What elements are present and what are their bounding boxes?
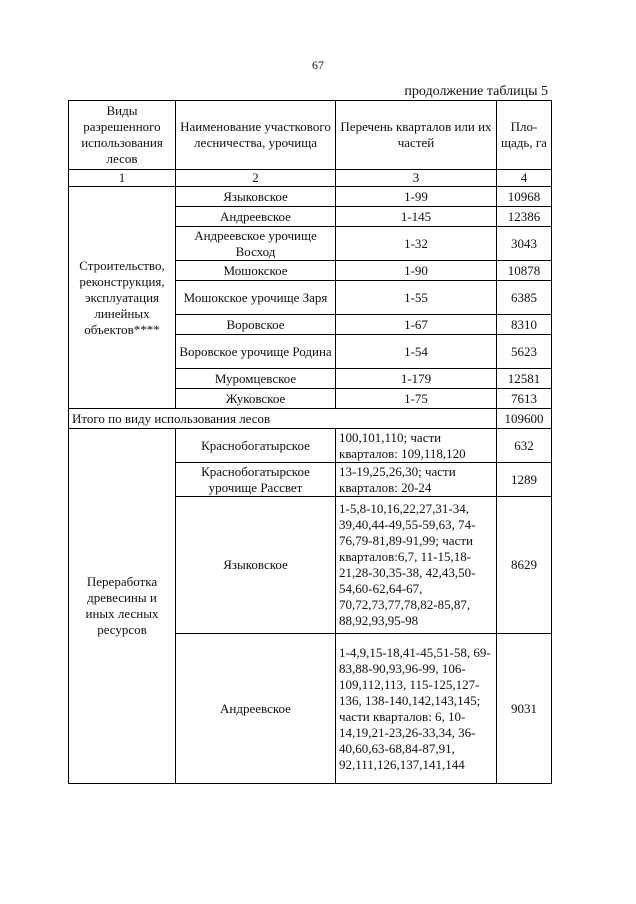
total-row xyxy=(69,409,552,429)
quarters: 100,101,110; части кварталов: 109,118,120 xyxy=(336,429,497,463)
header-area: Пло-щадь, га xyxy=(497,101,552,170)
header-quarters: Перечень кварталов или их частей xyxy=(336,101,497,170)
area: 9031 xyxy=(497,634,552,784)
table-row xyxy=(69,429,552,463)
quarters: 1-75 xyxy=(336,389,497,409)
forestry-name: Андреевское урочище Восход xyxy=(176,227,336,261)
area: 12581 xyxy=(497,369,552,389)
forestry-name: Муромцевское xyxy=(176,369,336,389)
table-continuation-label: продолжение таблицы 5 xyxy=(404,84,548,99)
quarters: 1-67 xyxy=(336,315,497,335)
use-type-construction: Строительство, реконструкция, эксплуатация линейных объектов**** xyxy=(69,187,176,409)
total-label: Итого по виду использования лесов xyxy=(69,409,497,429)
area: 8310 xyxy=(497,315,552,335)
forestry-name: Воровское xyxy=(176,315,336,335)
forestry-name: Краснобогатырское xyxy=(176,429,336,463)
forestry-name: Андреевское xyxy=(176,634,336,784)
area: 12386 xyxy=(497,207,552,227)
quarters: 1-179 xyxy=(336,369,497,389)
table-row xyxy=(69,187,552,207)
forestry-name: Воровское урочище Родина xyxy=(176,335,336,369)
quarters: 1-32 xyxy=(336,227,497,261)
forestry-name: Мошокское xyxy=(176,261,336,281)
column-number-row xyxy=(69,170,552,187)
header-use-type: Виды разрешенного использования лесов xyxy=(69,101,176,170)
header-forestry-name: Наименование участкового лесничества, урочища xyxy=(176,101,336,170)
quarters: 1-5,8-10,16,22,27,31-34, 39,40,44-49,55-59,63, 74-76,79-81,89-91,99; части кварталов:6,7, 11-15,18-21,28-30,35-38, 42,43,50-54,60-62,64-67, 70,72,73,77,78,82-85,87, 88,92,93,95-98 xyxy=(336,497,497,634)
area: 10968 xyxy=(497,187,552,207)
forestry-name: Жуковское xyxy=(176,389,336,409)
total-value: 109600 xyxy=(497,409,552,429)
forestry-name: Языковское xyxy=(176,497,336,634)
forestry-name: Краснобогатырское урочище Рассвет xyxy=(176,463,336,497)
column-number: 4 xyxy=(497,170,552,187)
page-number: 67 xyxy=(312,58,324,72)
column-number: 2 xyxy=(176,170,336,187)
area: 8629 xyxy=(497,497,552,634)
column-number: 1 xyxy=(69,170,176,187)
quarters: 1-4,9,15-18,41-45,51-58, 69-83,88-90,93,96-99, 106-109,112,113, 115-125,127-136, 138-140,142,143,145; части кварталов: 6, 10-14,19,21-23,26-33,34, 36-40,60,63-68,84-87,91, 92,111,126,137,141,144 xyxy=(336,634,497,784)
area: 1289 xyxy=(497,463,552,497)
use-type-processing: Переработка древесины и иных лесных ресурсов xyxy=(69,429,176,784)
quarters: 1-99 xyxy=(336,187,497,207)
quarters: 1-145 xyxy=(336,207,497,227)
quarters: 1-54 xyxy=(336,335,497,369)
area: 7613 xyxy=(497,389,552,409)
area: 6385 xyxy=(497,281,552,315)
forest-use-table xyxy=(68,100,552,784)
area: 3043 xyxy=(497,227,552,261)
area: 10878 xyxy=(497,261,552,281)
quarters: 1-90 xyxy=(336,261,497,281)
area: 5623 xyxy=(497,335,552,369)
forestry-name: Языковское xyxy=(176,187,336,207)
forestry-name: Мошокское урочище Заря xyxy=(176,281,336,315)
forestry-name: Андреевское xyxy=(176,207,336,227)
column-number: 3 xyxy=(336,170,497,187)
quarters: 1-55 xyxy=(336,281,497,315)
area: 632 xyxy=(497,429,552,463)
quarters: 13-19,25,26,30; части кварталов: 20-24 xyxy=(336,463,497,497)
header-row xyxy=(69,101,552,170)
